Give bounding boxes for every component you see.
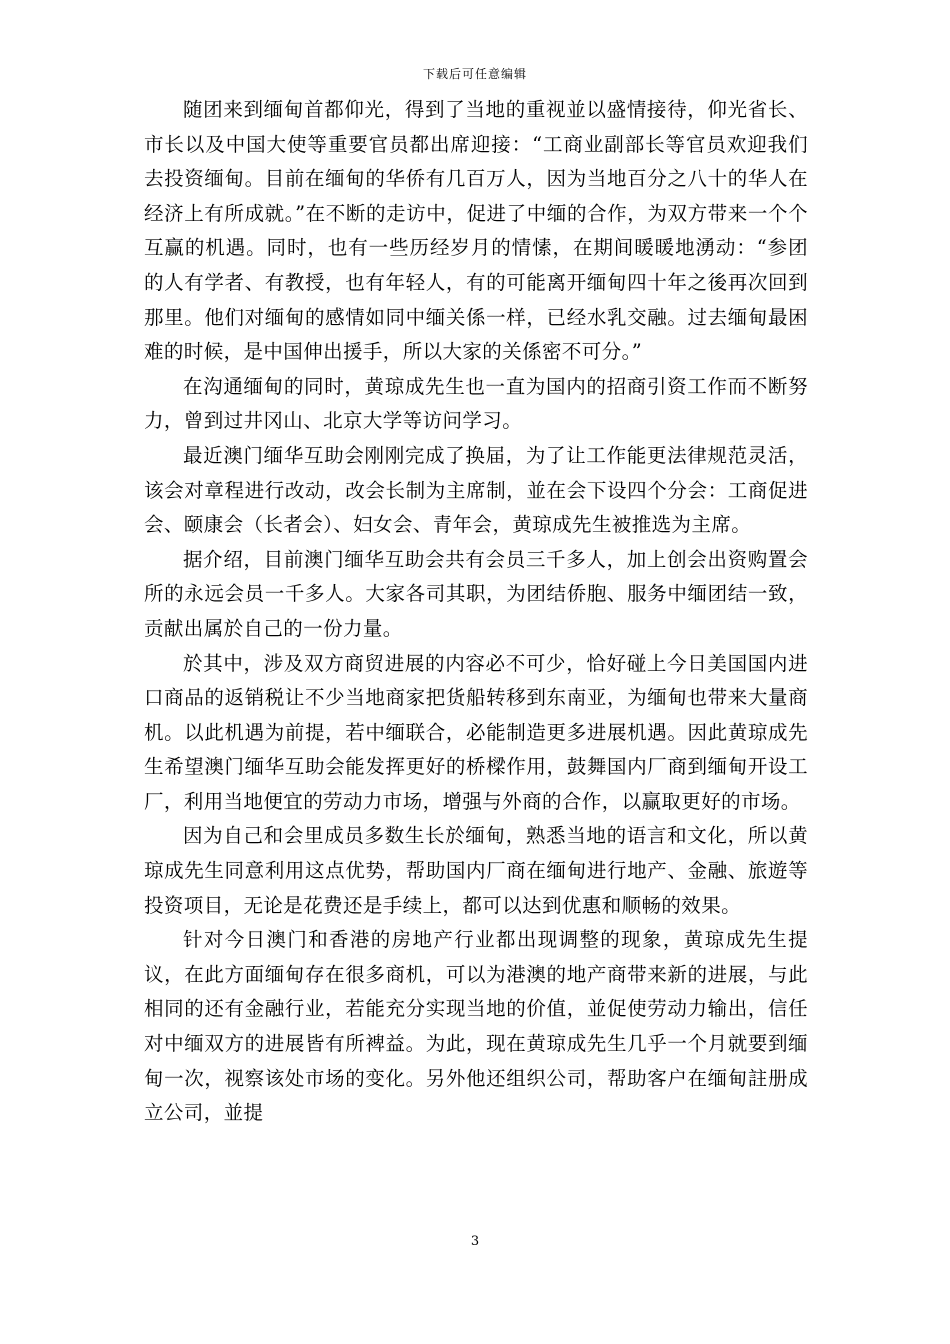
paragraph-7: 针对今日澳门和香港的房地产行业都出现调整的现象，黄琼成先生提议，在此方面缅甸存在很多商机，可以为港澳的地产商带来新的进展，与此相同的还有金融行业，若能充分实现当地的价值，並促使劳动力输出，信任对中缅双方的进展皆有所裨益。为此，现在黄琼成先生几乎一个月就要到缅甸一次，视察该处市场的变化。另外他还组织公司，帮助客户在缅甸註册成立公司，並提 <box>144 928 808 1125</box>
paragraph-3: 最近澳门缅华互助会刚刚完成了换届，为了让工作能更法律规范灵活，该会对章程进行改动，改会长制为主席制，並在会下设四个分会：工商促进会、颐康会（长者会）、妇女会、青年会，黄琼成先生被推选为主席。 <box>144 443 808 537</box>
paragraph-2: 在沟通缅甸的同时，黄琼成先生也一直为国内的招商引资工作而不断努力，曾到过井冈山、北京大学等访问学习。 <box>144 374 808 433</box>
paragraph-6: 因为自己和会里成员多数生长於缅甸，熟悉当地的语言和文化，所以黄琼成先生同意利用这点优势，帮助国内厂商在缅甸进行地产、金融、旅遊等投资项目，无论是花费还是手续上，都可以达到优惠和顺畅的效果。 <box>144 824 808 917</box>
document-body <box>144 93 808 1131</box>
paragraph-5: 於其中，涉及双方商贸进展的内容必不可少，恰好碰上今日美国国内进口商品的返销税让不少当地商家把货船转移到东南亚，为缅甸也带来大量商机。以此机遇为前提，若中缅联合，必能制造更多进展机遇。因此黄琼成先生希望澳门缅华互助会能发挥更好的桥樑作用，鼓舞国内厂商到缅甸开设工厂，利用当地便宜的劳动力市场，增强与外商的合作，以赢取更好的市场。 <box>144 651 808 813</box>
header-note: 下载后可任意编辑 <box>422 67 527 81</box>
paragraph-1: 随团来到缅甸首都仰光，得到了当地的重视並以盛情接待，仰光省长、市长以及中国大使等重要官员都出席迎接：“工商业副部长等官员欢迎我们去投资缅甸。目前在缅甸的华侨有几百万人，因为当地百分之八十的华人在经济上有所成就。”在不断的走访中，促进了中缅的合作，为双方带来一个个互赢的机遇。同时，也有一些历经岁月的情愫，在期间暖暖地湧动：“参团的人有学者、有教授，也有年轻人，有的可能离开缅甸四十年之後再次回到那里。他们对缅甸的感情如同中缅关係一样，已经水乳交融。过去缅甸最困难的时候，是中国伸出援手，所以大家的关係密不可分。” <box>144 98 808 364</box>
page-number: 3 <box>470 1234 480 1249</box>
paragraph-4: 据介绍，目前澳门缅华互助会共有会员三千多人，加上创会出资购置会所的永远会员一千多人。大家各司其职，为团结侨胞、服务中缅团结一致，贡献出属於自己的一份力量。 <box>144 547 808 640</box>
